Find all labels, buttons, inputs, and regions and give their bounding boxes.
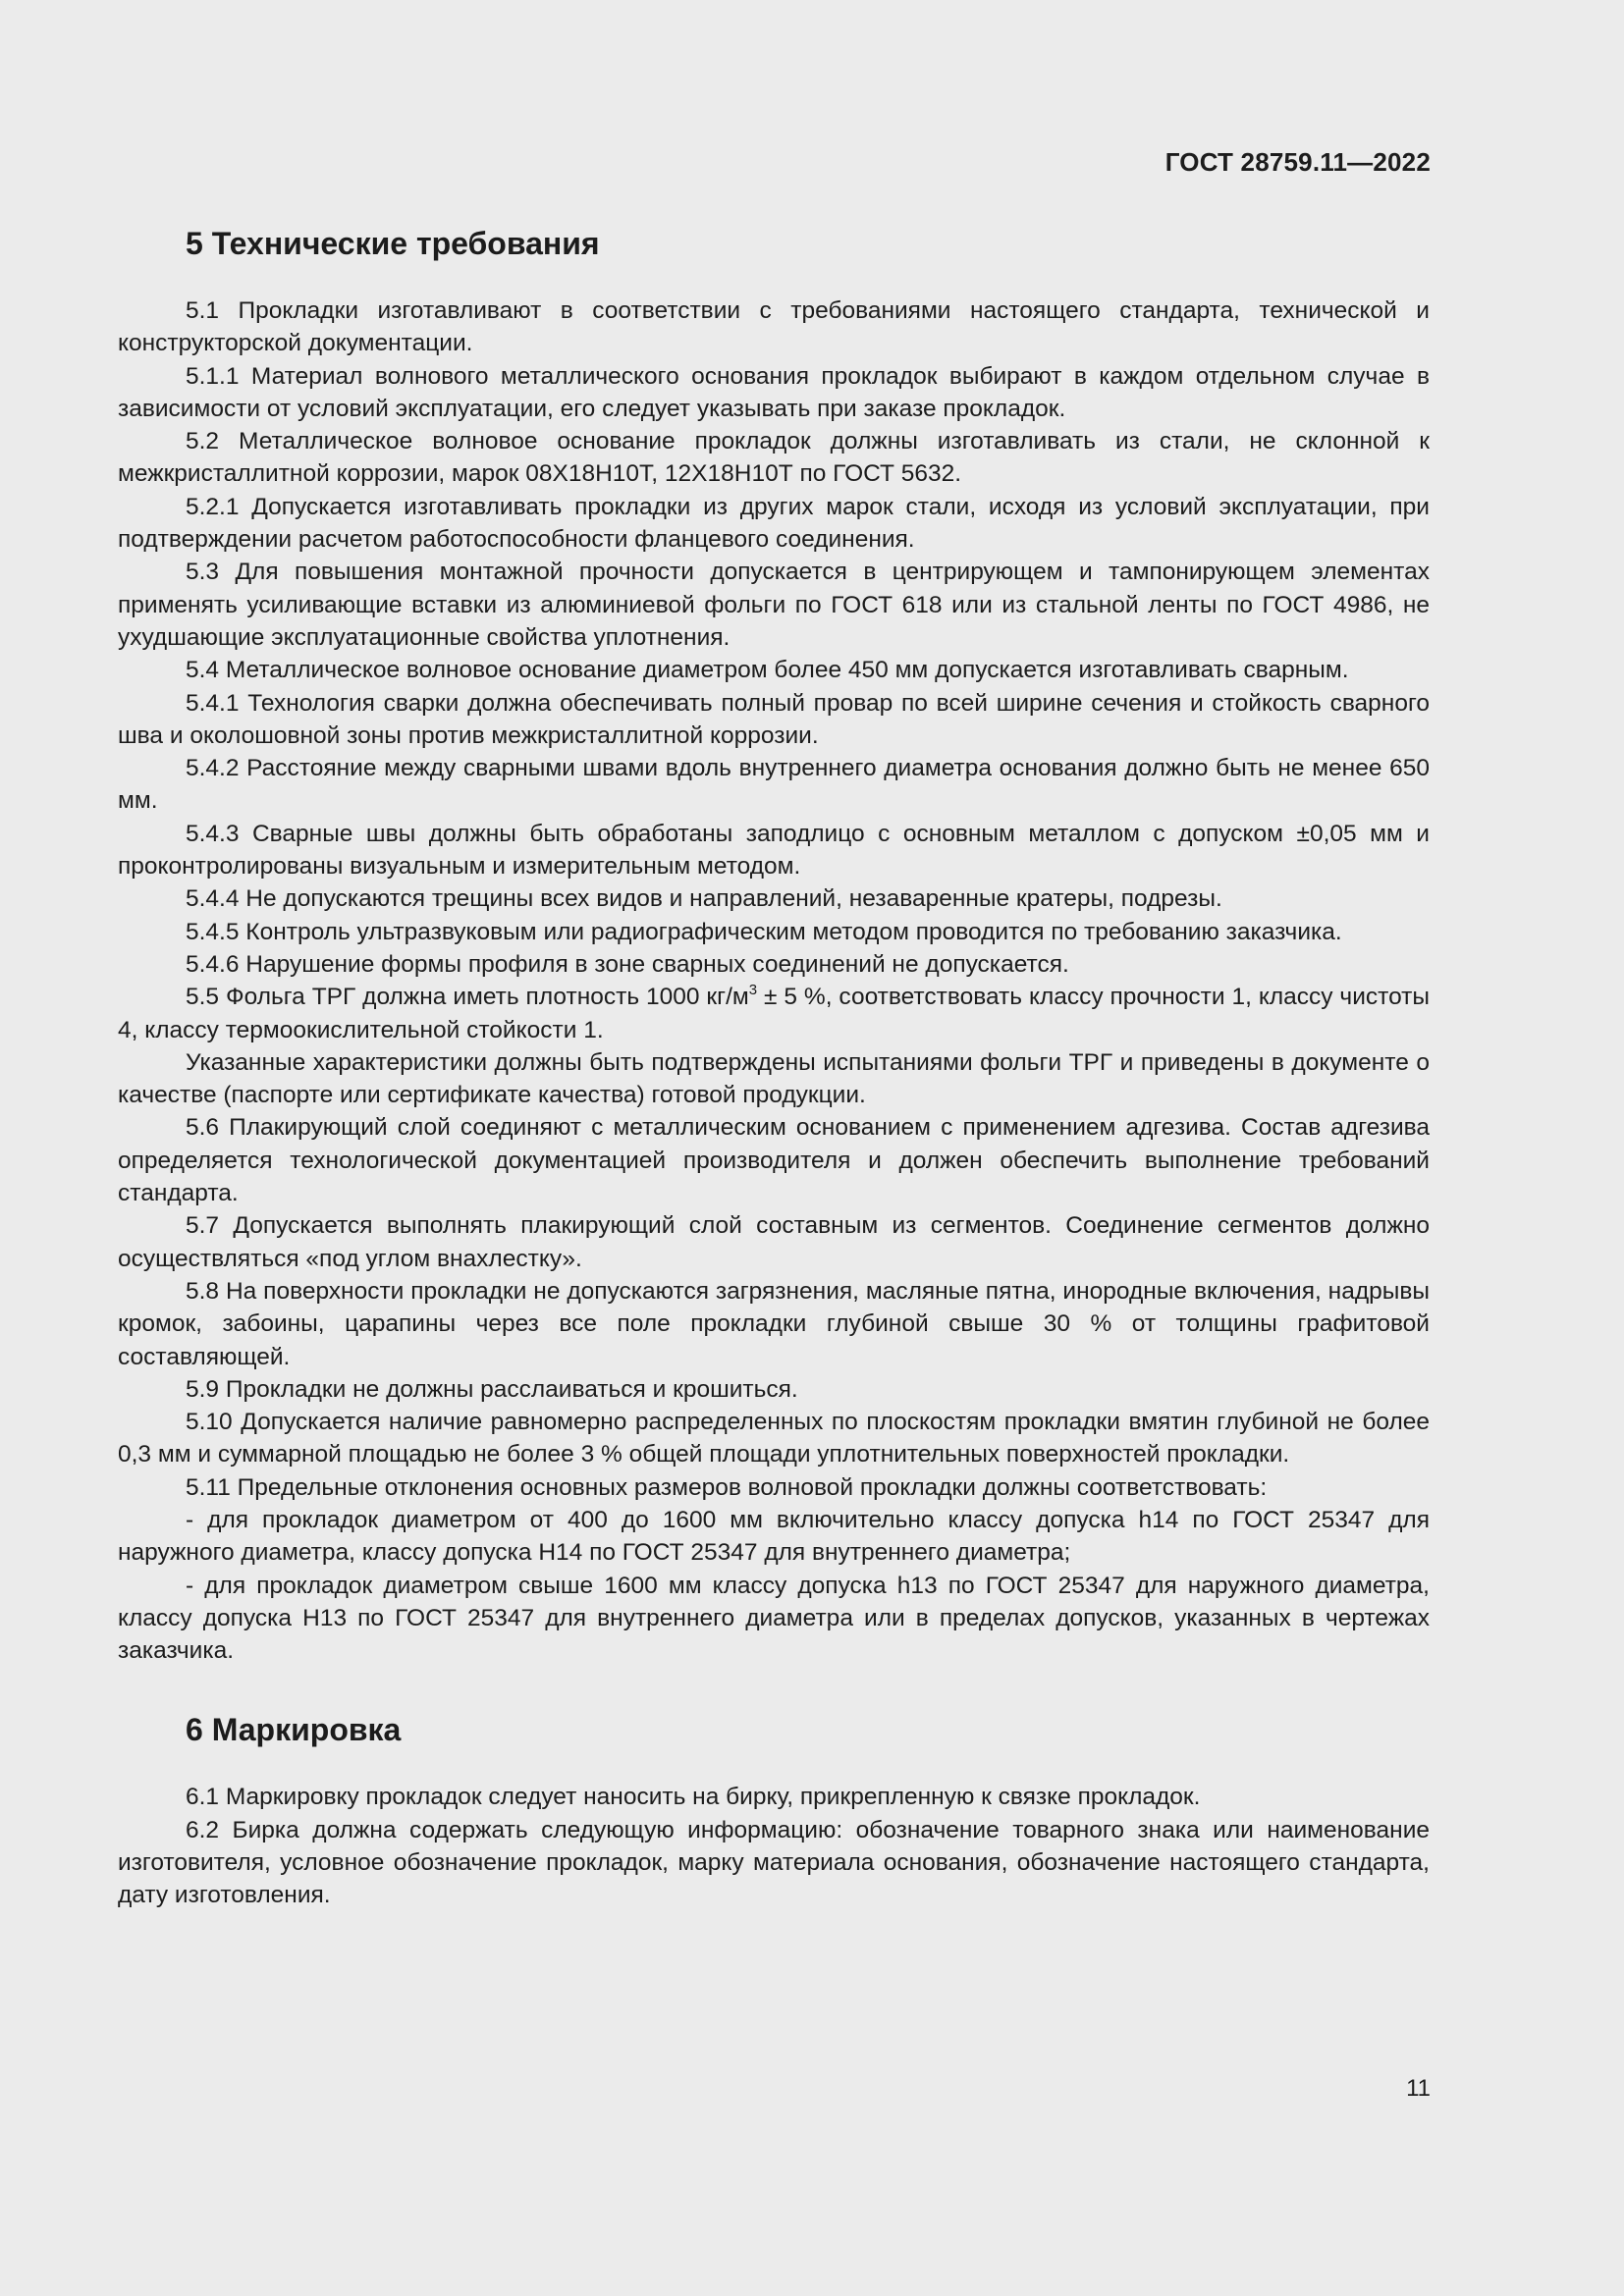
page-content [118, 224, 1430, 1912]
paragraph-5-6: 5.6 Плакирующий слой соединяют с металлическим основанием с применением адгезива. Состав адгезива определяется технологической документацией производителя и должен обеспечить выполнение требований стандарта. [118, 1114, 1430, 1207]
list-item-5-11-a: - для прокладок диаметром от 400 до 1600 мм включительно классу допуска h14 по ГОСТ 25347 для наружного диаметра, классу допуска H14 по ГОСТ 25347 для внутреннего диаметра; [118, 1506, 1430, 1567]
paragraph-5-4-6: 5.4.6 Нарушение формы профиля в зоне сварных соединений не допускается. [186, 950, 1069, 978]
paragraph-5-3: 5.3 Для повышения монтажной прочности допускается в центрирующем и тампонирующем элементах применять усиливающие вставки из алюминиевой фольги по ГОСТ 618 или из стальной ленты по ГОСТ 4986, не ухудшающие эксплуатационные свойства уплотнения. [118, 559, 1430, 651]
paragraph-5-10: 5.10 Допускается наличие равномерно распределенных по плоскостям прокладки вмятин глубиной не более 0,3 мм и суммарной площадью не более 3 % общей площади уплотнительных поверхностей прокладки. [118, 1409, 1430, 1468]
paragraph-5-4-1: 5.4.1 Технология сварки должна обеспечивать полный провар по всей ширине сечения и стойкость сварного шва и околошовной зоны против межкристаллитной коррозии. [118, 689, 1430, 749]
document-code: ГОСТ 28759.11—2022 [1164, 147, 1431, 177]
paragraph-5-2: 5.2 Металлическое волновое основание прокладок должны изготавливать из стали, не склонной к межкристаллитной коррозии, марок 08Х18Н10Т, 12Х18Н10Т по ГОСТ 5632. [118, 428, 1430, 488]
section-6-title: 6 Маркировка [186, 1712, 402, 1748]
page-number: 11 [1406, 2075, 1431, 2102]
superscript-cubed: 3 [748, 982, 758, 999]
paragraph-5-4: 5.4 Металлическое волновое основание диаметром более 450 мм допускается изготавливать сварным. [186, 657, 1349, 684]
section-5-title: 5 Технические требования [186, 226, 600, 261]
paragraph-5-5-text-start: 5.5 Фольга ТРГ должна иметь плотность 1000 кг/м [186, 984, 749, 1011]
paragraph-5-2-1: 5.2.1 Допускается изготавливать прокладки из других марок стали, исходя из условий эксплуатации, при подтверждении расчетом работоспособности фланцевого соединения. [118, 493, 1430, 554]
paragraph-6-2: 6.2 Бирка должна содержать следующую информацию: обозначение товарного знака или наименование изготовителя, условное обозначение прокладок, марку материала основания, обозначение настоящего стандарта, дату изготовления. [118, 1816, 1430, 1909]
paragraph-5-5-note: Указанные характеристики должны быть подтверждены испытаниями фольги ТРГ и приведены в документе о качестве (паспорте или сертификате качества) готовой продукции. [118, 1048, 1430, 1109]
paragraph-5-11: 5.11 Предельные отклонения основных размеров волновой прокладки должны соответствовать: [186, 1473, 1268, 1501]
paragraph-5-8: 5.8 На поверхности прокладки не допускаются загрязнения, масляные пятна, инородные включения, надрывы кромок, забоины, царапины через все поле прокладки глубиной свыше 30 % от толщины графитовой составляющей. [118, 1277, 1430, 1370]
paragraph-5-5-text-end: ± 5 %, соответствовать классу прочности 1, классу чистоты 4, классу термоокислительной стойкости 1. [118, 984, 1430, 1043]
paragraph-5-1: 5.1 Прокладки изготавливают в соответствии с требованиями настоящего стандарта, технической и конструкторской документации. [118, 297, 1430, 357]
paragraph-5-7: 5.7 Допускается выполнять плакирующий слой составным из сегментов. Соединение сегментов должно осуществляться «под углом внахлестку». [118, 1212, 1430, 1272]
paragraph-5-9: 5.9 Прокладки не должны расслаиваться и крошиться. [186, 1375, 798, 1403]
paragraph-5-4-2: 5.4.2 Расстояние между сварными швами вдоль внутреннего диаметра основания должно быть не менее 650 мм. [118, 755, 1430, 815]
list-item-5-11-b: - для прокладок диаметром свыше 1600 мм классу допуска h13 по ГОСТ 25347 для наружного диаметра, классу допуска H13 по ГОСТ 25347 для внутреннего диаметра или в пределах допусков, указанных в чертежах заказчика. [118, 1572, 1430, 1665]
paragraph-5-4-3: 5.4.3 Сварные швы должны быть обработаны заподлицо с основным металлом с допуском ±0,05 мм и проконтролированы визуальным и измерительным методом. [118, 820, 1430, 881]
paragraph-6-1: 6.1 Маркировку прокладок следует наносить на бирку, прикрепленную к связке прокладок. [186, 1784, 1201, 1811]
paragraph-5-1-1: 5.1.1 Материал волнового металлического основания прокладок выбирают в каждом отдельном случае в зависимости от условий эксплуатации, его следует указывать при заказе прокладок. [118, 362, 1430, 422]
paragraph-5-4-5: 5.4.5 Контроль ультразвуковым или радиографическим методом проводится по требованию заказчика. [186, 918, 1342, 945]
paragraph-5-5 [118, 981, 1430, 1046]
paragraph-5-4-4: 5.4.4 Не допускаются трещины всех видов и направлений, незаваренные кратеры, подрезы. [186, 885, 1222, 913]
